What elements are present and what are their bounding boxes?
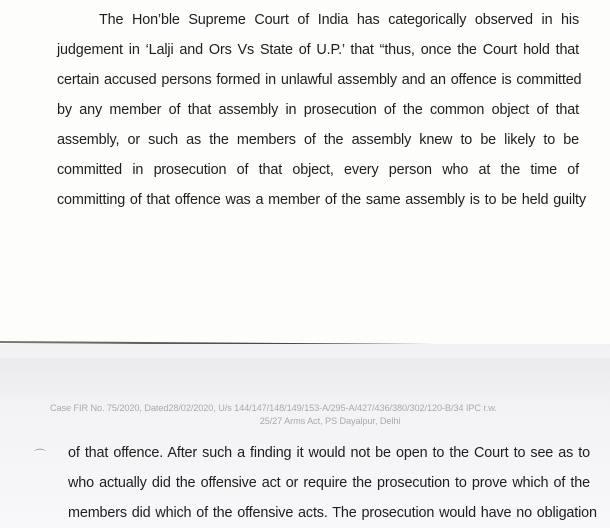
paragraph-line: members did which of the offensive acts. The prosecution would have no obligation bbox=[68, 505, 597, 521]
case-footer-line-2: 25/27 Arms Act, PS Dayalpur, Delhi bbox=[259, 416, 401, 426]
paragraph-line: committing of that offence was a member of the same assembly is to be held guilty bbox=[57, 192, 586, 208]
case-footer bbox=[50, 402, 580, 428]
continued-paragraph bbox=[68, 438, 597, 528]
case-footer-line-1: Case FIR No. 75/2020, Dated28/02/2020, U/s 144/147/148/149/153-A/295-A/427/436/380/302/120-B/34 IPC r.w. bbox=[50, 403, 497, 413]
page-gap bbox=[0, 344, 610, 358]
quoted-judgement-paragraph bbox=[57, 5, 586, 215]
paragraph-line: who actually did the offensive act or require the prosecution to prove which of the bbox=[68, 475, 590, 491]
paragraph-line: certain accused persons formed in unlawful assembly and an offence is committed bbox=[57, 72, 582, 88]
paragraph-line: The Hon’ble Supreme Court of India has categorically observed in his bbox=[99, 12, 579, 28]
paragraph-line: committed in prosecution of that object, every person who at the time of bbox=[57, 162, 579, 178]
paragraph-line: judgement in ‘Lalji and Ors Vs State of U.P.’ that “thus, once the Court hold that bbox=[57, 42, 579, 58]
paragraph-line: by any member of that assembly in prosecution of the common object of that bbox=[57, 102, 579, 118]
margin-mark-icon: ⌒ bbox=[34, 448, 47, 462]
paragraph-line: of that offence. After such a finding it would not be open to the Court to see as to bbox=[68, 445, 590, 461]
paragraph-line: assembly, or such as the members of the assembly knew to be likely to be bbox=[57, 132, 579, 148]
